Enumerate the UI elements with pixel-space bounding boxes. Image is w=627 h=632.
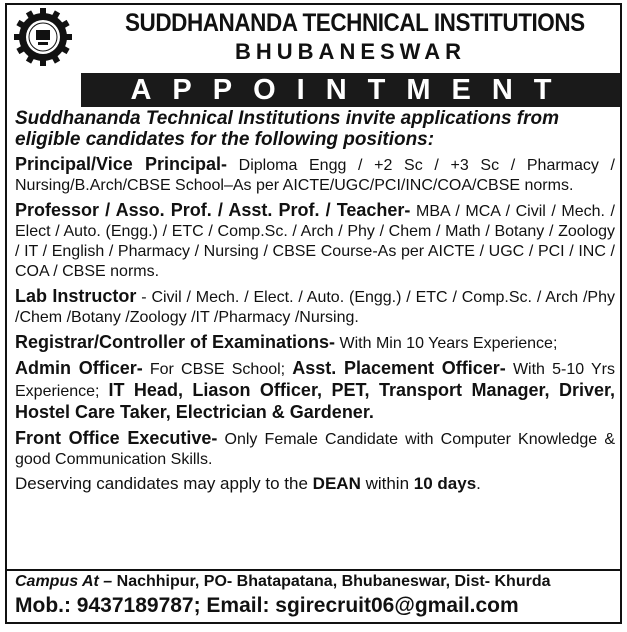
position-title: Front Office Executive- [15, 428, 218, 448]
position-title: Principal/Vice Principal- [15, 154, 227, 174]
contact-info: Mob.: 9437189787; Email: sgirecruit06@gmail.com [15, 594, 519, 617]
campus-label: Campus At – [15, 573, 113, 590]
position-title: Lab Instructor [15, 286, 137, 306]
intro-text: Suddhananda Technical Institutions invite applications from eligible candidates for the following positions: [15, 108, 560, 150]
position-details: With Min 10 Years Experience; [335, 335, 558, 352]
org-name: SUDDHANANDA TECHNICAL INSTITUTIONS [125, 9, 585, 37]
position-admin [15, 358, 615, 424]
advertisement [5, 3, 622, 624]
position-details: MBA / MCA / Civil / Mech. / Elect / Auto. (Engg.) / ETC / Comp.Sc. / Arch / Phy / Chem / Math / Botany / Zoology / IT / English / Pharmacy / Nursing / CBSE Course-As per AICTE / UGC / PCI / INC / COA / CBSE norms. [15, 203, 615, 280]
position-title: Registrar/Controller of Examinations- [15, 332, 336, 352]
position-title: Professor / Asso. Prof. / Asst. Prof. / Teacher- [15, 200, 411, 220]
city-name: BHUBANESWAR [235, 39, 466, 64]
closing-days: 10 days [413, 474, 477, 493]
appointment-banner: APPOINTMENT [81, 73, 622, 107]
other-positions: IT Head, Liason Officer, PET, Transport Manager, Driver, Hostel Care Taker, Electrician & Gardener. [15, 380, 616, 422]
closing-text: Deserving candidates may apply to the [15, 474, 313, 493]
closing-period: . [476, 474, 481, 493]
position-details: Only Female Candidate with Computer Knowledge & good Communication Skills. [15, 431, 616, 468]
footer [15, 573, 615, 618]
position-registrar [15, 332, 615, 354]
position-lab-instructor [15, 286, 615, 328]
closing-text-mid: within [360, 474, 414, 493]
position-details: Diploma Engg / +2 Sc / +3 Sc / Pharmacy / Nursing/B.Arch/CBSE School–As per AICTE/UGC/PCI/INC/COA/CBSE norms. [15, 157, 616, 194]
position-title: Admin Officer- [15, 358, 143, 378]
campus-address [15, 573, 615, 591]
position-details: - Civil / Mech. / Elect. / Auto. (Engg.) / ETC / Comp.Sc. / Arch /Phy /Chem /Botany /Zoology /IT /Pharmacy /Nursing. [15, 289, 615, 326]
closing-dean: DEAN [312, 474, 361, 493]
institution-gear-emblem-icon [14, 8, 72, 66]
position-professor [15, 200, 615, 282]
position-principal [15, 154, 615, 196]
position-front-office [15, 428, 615, 470]
campus-address-text: Nachhipur, PO- Bhatapatana, Bhubaneswar, Dist- Khurda [112, 573, 551, 590]
closing-line [15, 474, 615, 494]
header [7, 5, 620, 71]
position-details-placement: With 5-10 Yrs Experience; [15, 361, 615, 400]
ad-body [15, 108, 615, 494]
position-title-placement: Asst. Placement Officer- [292, 358, 506, 378]
footer-divider [7, 569, 620, 571]
position-details: For CBSE School; [142, 361, 293, 378]
